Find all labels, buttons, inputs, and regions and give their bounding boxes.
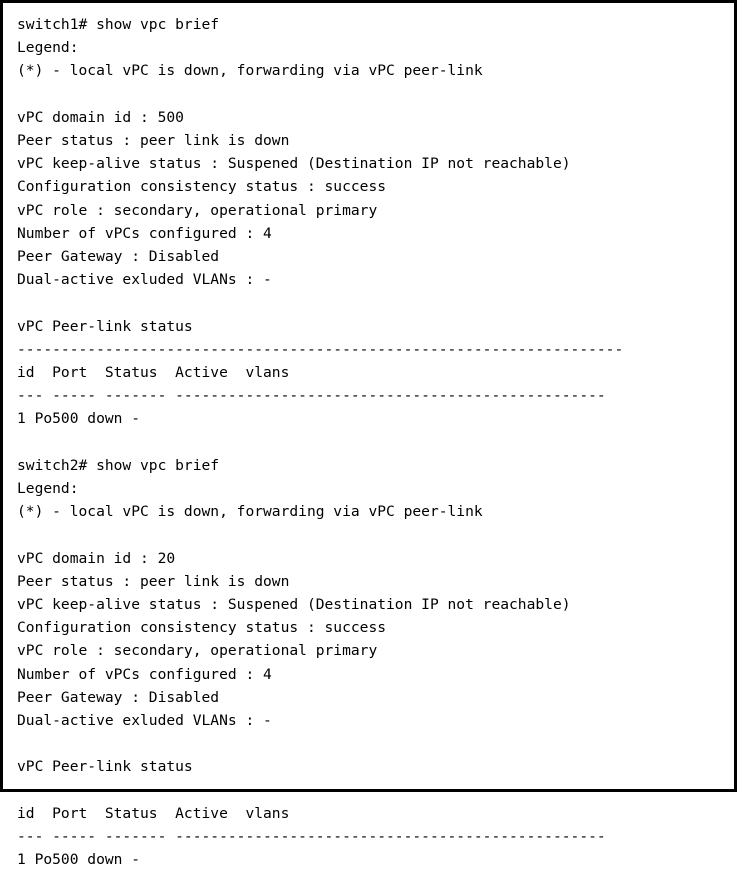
terminal-line: Peer status : peer link is down <box>17 132 290 149</box>
terminal-line: vPC keep-alive status : Suspened (Destination IP not reachable) <box>17 155 571 173</box>
terminal-line: --------------------------------------------------------------------- <box>17 781 624 799</box>
terminal-line: vPC Peer-link status <box>17 317 193 335</box>
terminal-line: Legend: <box>17 39 79 57</box>
terminal-line: vPC domain id : 20 <box>17 549 176 567</box>
terminal-line: Peer Gateway : Disabled <box>17 688 220 706</box>
terminal-line: 1 Po500 down - <box>17 851 141 869</box>
terminal-line: Peer status : peer link is down <box>17 572 290 590</box>
terminal-line: vPC domain id : 500 <box>17 108 184 126</box>
terminal-line: Configuration consistency status : success <box>17 619 387 637</box>
terminal-line: id Port Status Active vlans <box>17 364 290 382</box>
terminal-line: switch1# show vpc brief <box>17 16 220 33</box>
terminal-line: vPC Peer-link status <box>17 758 193 776</box>
terminal-line: vPC keep-alive status : Suspened (Destination IP not reachable) <box>17 596 571 614</box>
terminal-line: Configuration consistency status : success <box>17 178 387 196</box>
terminal-line: Number of vPCs configured : 4 <box>17 224 272 242</box>
terminal-line <box>17 83 722 106</box>
terminal-line: vPC role : secondary, operational primary <box>17 642 378 660</box>
terminal-line: id Port Status Active vlans <box>17 804 290 822</box>
terminal-line: Number of vPCs configured : 4 <box>17 665 272 683</box>
terminal-line: --- ----- ------- ------------------------------------------------- <box>17 828 606 846</box>
terminal-line <box>17 732 722 755</box>
terminal-line: --- ----- ------- ------------------------------------------------- <box>17 387 606 405</box>
terminal-line: (*) - local vPC is down, forwarding via vPC peer-link <box>17 62 483 80</box>
terminal-line <box>17 291 722 314</box>
terminal-line: switch2# show vpc brief <box>17 456 220 474</box>
terminal-line: --------------------------------------------------------------------- <box>17 340 624 358</box>
terminal-line: Legend: <box>17 480 79 498</box>
terminal-line: (*) - local vPC is down, forwarding via vPC peer-link <box>17 503 483 521</box>
terminal-line <box>17 431 722 454</box>
terminal-line <box>17 523 722 546</box>
terminal-line: Peer Gateway : Disabled <box>17 248 220 266</box>
terminal-line: Dual-active exluded VLANs : - <box>17 712 272 730</box>
terminal-line: Dual-active exluded VLANs : - <box>17 271 272 289</box>
terminal-line: vPC role : secondary, operational primary <box>17 201 378 219</box>
terminal-line: 1 Po500 down - <box>17 410 141 428</box>
